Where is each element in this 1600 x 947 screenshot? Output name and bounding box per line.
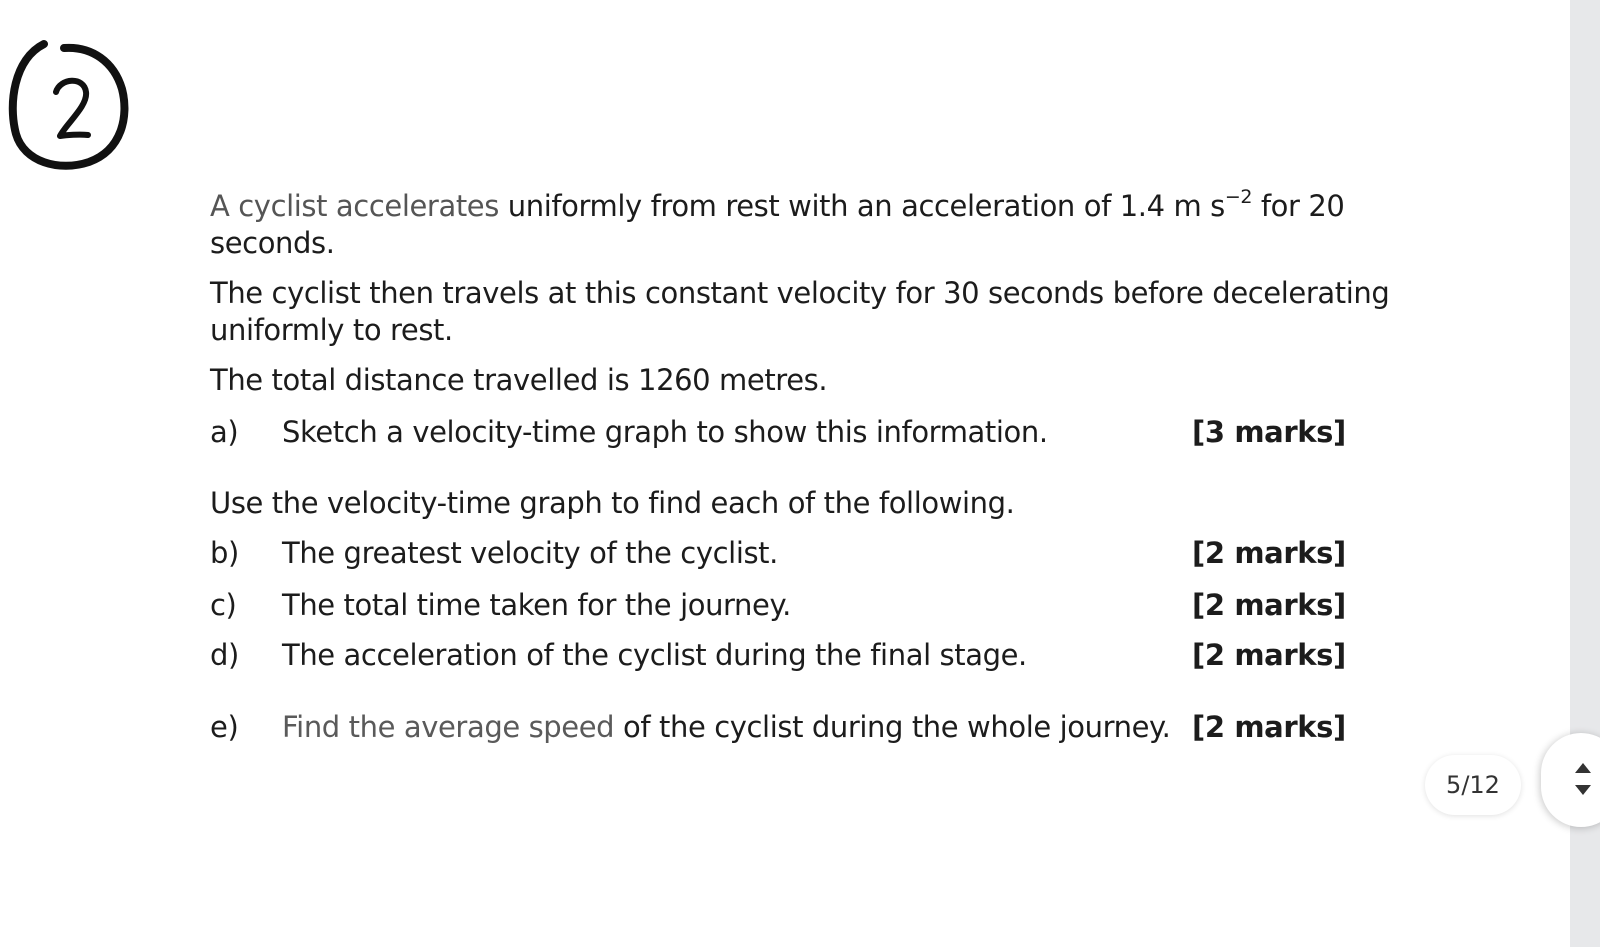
question-c xyxy=(210,587,1370,624)
question-a xyxy=(210,414,1370,451)
question-text: The total time taken for the journey. xyxy=(282,588,791,622)
question-e xyxy=(210,709,1370,746)
question-b xyxy=(210,535,1370,572)
question-letter: a) xyxy=(210,415,239,449)
question-marks: [2 marks] xyxy=(1192,536,1346,570)
question-letter: c) xyxy=(210,588,237,622)
question-marks: [2 marks] xyxy=(1192,588,1346,622)
question-text: The greatest velocity of the cyclist. xyxy=(282,536,778,570)
chevron-down-icon xyxy=(1575,785,1591,795)
question-text: Sketch a velocity-time graph to show this information. xyxy=(282,415,1048,449)
instruction-text: Use the velocity-time graph to find each of the following. xyxy=(210,486,1015,520)
intro-line-5: The total distance travelled is 1260 metres. xyxy=(210,363,828,397)
handwritten-question-number-2 xyxy=(4,34,132,174)
question-text: Find the average speed of the cyclist during the whole journey. xyxy=(282,710,1171,744)
question-marks: [2 marks] xyxy=(1192,710,1346,744)
intro-line-1: A cyclist accelerates uniformly from rest with an acceleration of 1.4 m $s^{-2}$ for 20 xyxy=(210,186,1345,223)
question-marks: [3 marks] xyxy=(1192,415,1346,449)
intro-line-4: uniformly to rest. xyxy=(210,313,453,347)
question-marks: [2 marks] xyxy=(1192,638,1346,672)
question-text: The acceleration of the cyclist during the final stage. xyxy=(282,638,1027,672)
question-d xyxy=(210,637,1370,674)
intro-line-2: seconds. xyxy=(210,226,335,260)
chevron-up-icon xyxy=(1575,763,1591,773)
scroll-handle[interactable] xyxy=(1541,733,1600,827)
question-letter: e) xyxy=(210,710,239,744)
question-letter: d) xyxy=(210,638,239,672)
question-letter: b) xyxy=(210,536,239,570)
page-indicator: 5/12 xyxy=(1425,755,1521,815)
intro-line-3: The cyclist then travels at this constant velocity for 30 seconds before decelerating xyxy=(210,276,1390,310)
